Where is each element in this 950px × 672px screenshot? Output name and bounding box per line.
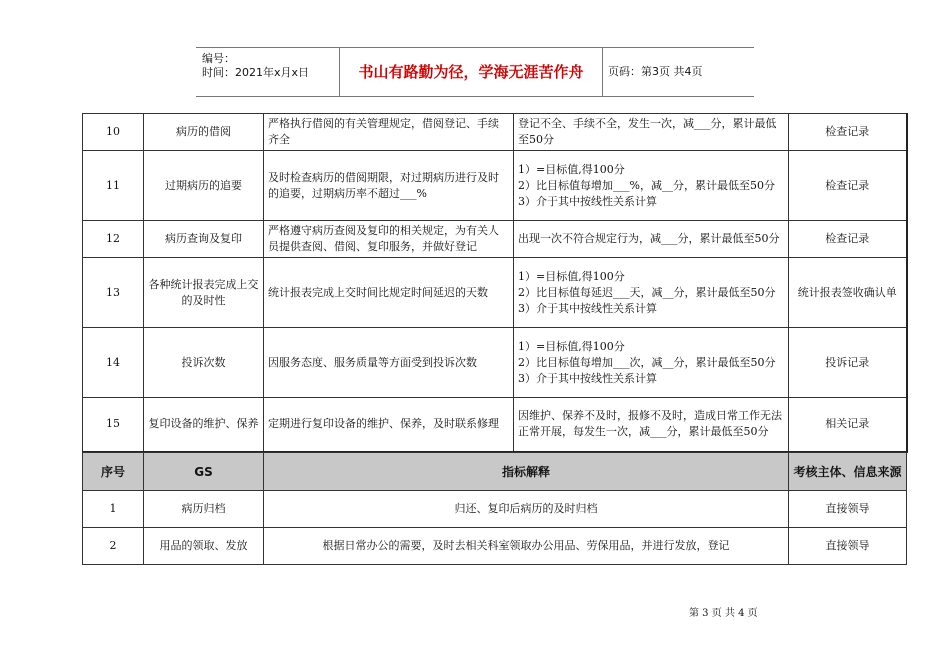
- row-item: 各种统计报表完成上交的及时性: [144, 258, 264, 328]
- row-definition: 定期进行复印设备的维护、保养，及时联系修理: [264, 398, 514, 452]
- row-item: 病历归档: [144, 491, 264, 528]
- row-definition: 严格执行借阅的有关管理规定，借阅登记、手续齐全: [264, 114, 514, 151]
- time-label: 时间：2021年x月x日: [202, 66, 310, 79]
- row-definition: 因服务态度、服务质量等方面受到投诉次数: [264, 328, 514, 398]
- row-definition: 严格遵守病历查阅及复印的相关规定，为有关人员提供查阅、借阅、复印服务，并做好登记: [264, 221, 514, 258]
- table-row: [83, 528, 907, 565]
- header-source: 考核主体、信息来源: [789, 453, 907, 491]
- row-standard: 1）=目标值,得100分 2）比目标值每增加___%，减__分，累计最低至50分 3）介于其中按线性关系计算: [514, 151, 789, 221]
- row-item: 投诉次数: [144, 328, 264, 398]
- header-motto: 书山有路勤为径，学海无涯苦作舟: [340, 48, 603, 96]
- row-item: 病历的借阅: [144, 114, 264, 151]
- row-definition: 及时检查病历的借阅期限，对过期病历进行及时的追要，过期病历率不超过___%: [264, 151, 514, 221]
- row-number: 1: [83, 491, 144, 528]
- table-row: [83, 221, 907, 258]
- page-header: [196, 47, 754, 97]
- table-row: [83, 151, 907, 221]
- row-item: 过期病历的追要: [144, 151, 264, 221]
- row-source: 投诉记录: [789, 328, 907, 398]
- table-row: [83, 398, 907, 452]
- row-standard: 登记不全、手续不全，发生一次，减___分，累计最低至50分: [514, 114, 789, 151]
- row-item: 用品的领取、发放: [144, 528, 264, 565]
- table-row: [83, 258, 907, 328]
- row-source: 检查记录: [789, 114, 907, 151]
- row-explain: 归还、复印后病历的及时归档: [264, 491, 789, 528]
- header-meta: [196, 48, 340, 96]
- row-standard: 1）=目标值,得100分 2）比目标值每增加___次，减__分，累计最低至50分 3）介于其中按线性关系计算: [514, 328, 789, 398]
- table-header-row: [83, 453, 907, 491]
- row-number: 13: [83, 258, 144, 328]
- row-source: 检查记录: [789, 221, 907, 258]
- number-label: 编号：: [202, 52, 235, 65]
- row-number: 14: [83, 328, 144, 398]
- row-source: 直接领导: [789, 491, 907, 528]
- row-item: 复印设备的维护、保养: [144, 398, 264, 452]
- table-row: [83, 491, 907, 528]
- row-standard: 因维护、保养不及时，报修不及时，造成日常工作无法正常开展，每发生一次，减___分，累计最低至50分: [514, 398, 789, 452]
- header-explain: 指标解释: [264, 453, 789, 491]
- page-footer: 第 3 页 共 4 页: [689, 608, 758, 619]
- kpi-table: [82, 113, 908, 453]
- row-number: 15: [83, 398, 144, 452]
- row-standard: 出现一次不符合规定行为，减___分，累计最低至50分: [514, 221, 789, 258]
- row-number: 11: [83, 151, 144, 221]
- header-page-label: 页码：第3页 共4页: [608, 65, 703, 78]
- row-number: 12: [83, 221, 144, 258]
- row-explain: 根据日常办公的需要，及时去相关科室领取办公用品、劳保用品，并进行发放，登记: [264, 528, 789, 565]
- header-gs: GS: [144, 453, 264, 491]
- row-source: 统计报表签收确认单: [789, 258, 907, 328]
- row-standard: 1）=目标值,得100分 2）比目标值每延迟___天，减__分，累计最低至50分 3）介于其中按线性关系计算: [514, 258, 789, 328]
- table-row: [83, 328, 907, 398]
- gs-table: [82, 452, 907, 565]
- table-row: [83, 114, 907, 151]
- row-number: 10: [83, 114, 144, 151]
- row-definition: 统计报表完成上交时间比规定时间延迟的天数: [264, 258, 514, 328]
- row-item: 病历查询及复印: [144, 221, 264, 258]
- row-source: 相关记录: [789, 398, 907, 452]
- header-no: 序号: [83, 453, 144, 491]
- row-number: 2: [83, 528, 144, 565]
- row-source: 检查记录: [789, 151, 907, 221]
- row-source: 直接领导: [789, 528, 907, 565]
